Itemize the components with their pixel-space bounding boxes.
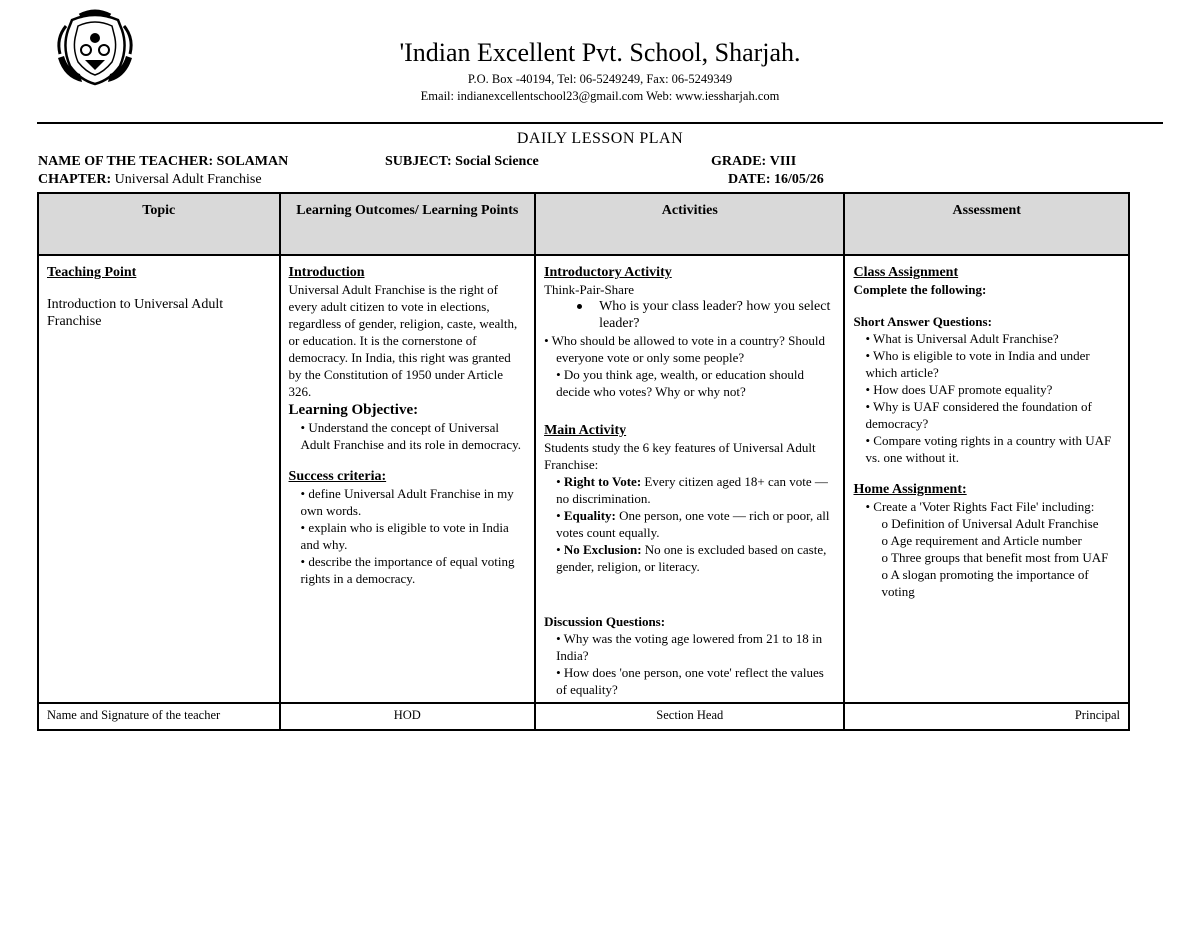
introduction-heading: Introduction bbox=[288, 265, 365, 280]
introductory-activity-heading: Introductory Activity bbox=[544, 265, 672, 280]
activities-cell bbox=[535, 255, 844, 703]
discussion-question: • Why was the voting age lowered from 21 to 18 in India? bbox=[556, 631, 823, 663]
footer-section-head: Section Head bbox=[535, 703, 844, 730]
success-criteria-heading: Success criteria: bbox=[288, 469, 387, 484]
feature-label: Right to Vote: bbox=[563, 474, 642, 489]
home-assignment-item: o Three groups that benefit most from UAF bbox=[881, 550, 1109, 565]
feature-item: • No Exclusion: No one is excluded based on caste, gender, religion, or literacy. bbox=[556, 542, 827, 574]
plan-title: DAILY LESSON PLAN bbox=[516, 130, 684, 147]
footer-principal: Principal bbox=[844, 703, 1129, 730]
header-topic: Topic bbox=[38, 193, 280, 255]
short-answer-question: • How does UAF promote equality? bbox=[865, 382, 1053, 397]
feature-label: Equality: bbox=[563, 508, 616, 523]
discussion-questions-heading: Discussion Questions: bbox=[544, 614, 666, 629]
teaching-point-heading: Teaching Point bbox=[47, 265, 137, 280]
feature-item: • Equality: One person, one vote — rich or poor, all votes count equally. bbox=[556, 508, 830, 540]
feature-item: • Right to Vote: Every citizen aged 18+ can vote — no discrimination. bbox=[556, 474, 828, 506]
home-assignment-intro: • Create a 'Voter Rights Fact File' including: bbox=[865, 499, 1095, 514]
grade-value: VIII bbox=[769, 154, 797, 169]
chapter-info bbox=[38, 172, 262, 188]
outcomes-cell bbox=[280, 255, 536, 703]
success-criteria-item: • define Universal Adult Franchise in my own words. bbox=[300, 486, 514, 518]
subject-value: Social Science bbox=[455, 154, 539, 169]
table-body-row bbox=[38, 255, 1129, 703]
footer-hod: HOD bbox=[280, 703, 536, 730]
header-learning-outcomes: Learning Outcomes/ Learning Points bbox=[280, 193, 536, 255]
short-answer-question: • Compare voting rights in a country with UAF vs. one without it. bbox=[865, 433, 1112, 465]
learning-objective-heading: Learning Objective: bbox=[288, 402, 419, 418]
table-header-row bbox=[38, 193, 1129, 255]
grade-info bbox=[711, 154, 796, 170]
chapter-value: Universal Adult Franchise bbox=[114, 172, 262, 187]
introduction-text: Universal Adult Franchise is the right of every adult citizen to vote in elections, regardless of gender, religion, caste, wealth, or education. It is the cornerstone of democracy. In India, this right was granted by the Constitution of 1950 under Article 326. bbox=[288, 282, 518, 399]
introductory-activity-item: • Who should be allowed to vote in a country? Should everyone vote or only some people? bbox=[544, 333, 825, 365]
subject-label: SUBJECT: bbox=[385, 154, 452, 169]
teacher-info bbox=[38, 154, 288, 170]
short-answer-question: • What is Universal Adult Franchise? bbox=[865, 331, 1059, 346]
home-assignment-heading: Home Assignment: bbox=[853, 482, 967, 497]
date-label: DATE: bbox=[728, 172, 771, 187]
short-answer-question: • Who is eligible to vote in India and under which article? bbox=[865, 348, 1090, 380]
teacher-label: NAME OF THE TEACHER: bbox=[38, 154, 214, 169]
class-assignment-heading: Class Assignment bbox=[853, 265, 959, 280]
learning-objective-item: • Understand the concept of Universal Adult Franchise and its role in democracy. bbox=[300, 420, 522, 452]
home-assignment-item: o Age requirement and Article number bbox=[881, 533, 1082, 548]
school-contact: Email: indianexcellentschool23@gmail.com Web: www.iessharjah.com bbox=[420, 89, 780, 103]
teaching-point-text: Introduction to Universal Adult Franchise bbox=[47, 297, 224, 329]
introductory-activity-bullet: Who is your class leader? how you select leader? bbox=[544, 298, 835, 332]
school-address: P.O. Box -40194, Tel: 06-5249249, Fax: 06-5249349 bbox=[467, 72, 733, 86]
date-info bbox=[728, 172, 824, 188]
assessment-cell bbox=[844, 255, 1129, 703]
lesson-plan-table bbox=[37, 192, 1130, 731]
header-assessment: Assessment bbox=[844, 193, 1129, 255]
date-value: 16/05/26 bbox=[774, 172, 824, 187]
short-answer-heading: Short Answer Questions: bbox=[853, 314, 992, 329]
main-activity-heading: Main Activity bbox=[544, 423, 627, 438]
teacher-value: SOLAMAN bbox=[216, 154, 289, 169]
topic-cell bbox=[38, 255, 280, 703]
success-criteria-item: • describe the importance of equal voting rights in a democracy. bbox=[300, 554, 515, 586]
school-name: 'Indian Excellent Pvt. School, Sharjah. bbox=[399, 38, 801, 67]
home-assignment-item: o A slogan promoting the importance of voting bbox=[881, 567, 1089, 599]
table-footer-row bbox=[38, 703, 1129, 730]
chapter-label: CHAPTER: bbox=[38, 172, 112, 187]
footer-teacher-signature: Name and Signature of the teacher bbox=[38, 703, 280, 730]
success-criteria-item: • explain who is eligible to vote in India and why. bbox=[300, 520, 509, 552]
class-assignment-instruction: Complete the following: bbox=[853, 282, 987, 297]
header-divider bbox=[37, 122, 1163, 124]
discussion-question: • How does 'one person, one vote' reflect the values of equality? bbox=[556, 665, 824, 697]
main-activity-text: Students study the 6 key features of Universal Adult Franchise: bbox=[544, 440, 816, 472]
feature-label: No Exclusion: bbox=[563, 542, 642, 557]
introductory-activity-item: • Do you think age, wealth, or education should decide who votes? Why or why not? bbox=[556, 367, 804, 399]
subject-info bbox=[385, 154, 539, 170]
home-assignment-item: o Definition of Universal Adult Franchise bbox=[881, 516, 1099, 531]
header-activities: Activities bbox=[535, 193, 844, 255]
grade-label: GRADE: bbox=[711, 154, 767, 169]
short-answer-question: • Why is UAF considered the foundation of democracy? bbox=[865, 399, 1092, 431]
introductory-activity-method: Think-Pair-Share bbox=[544, 282, 635, 297]
